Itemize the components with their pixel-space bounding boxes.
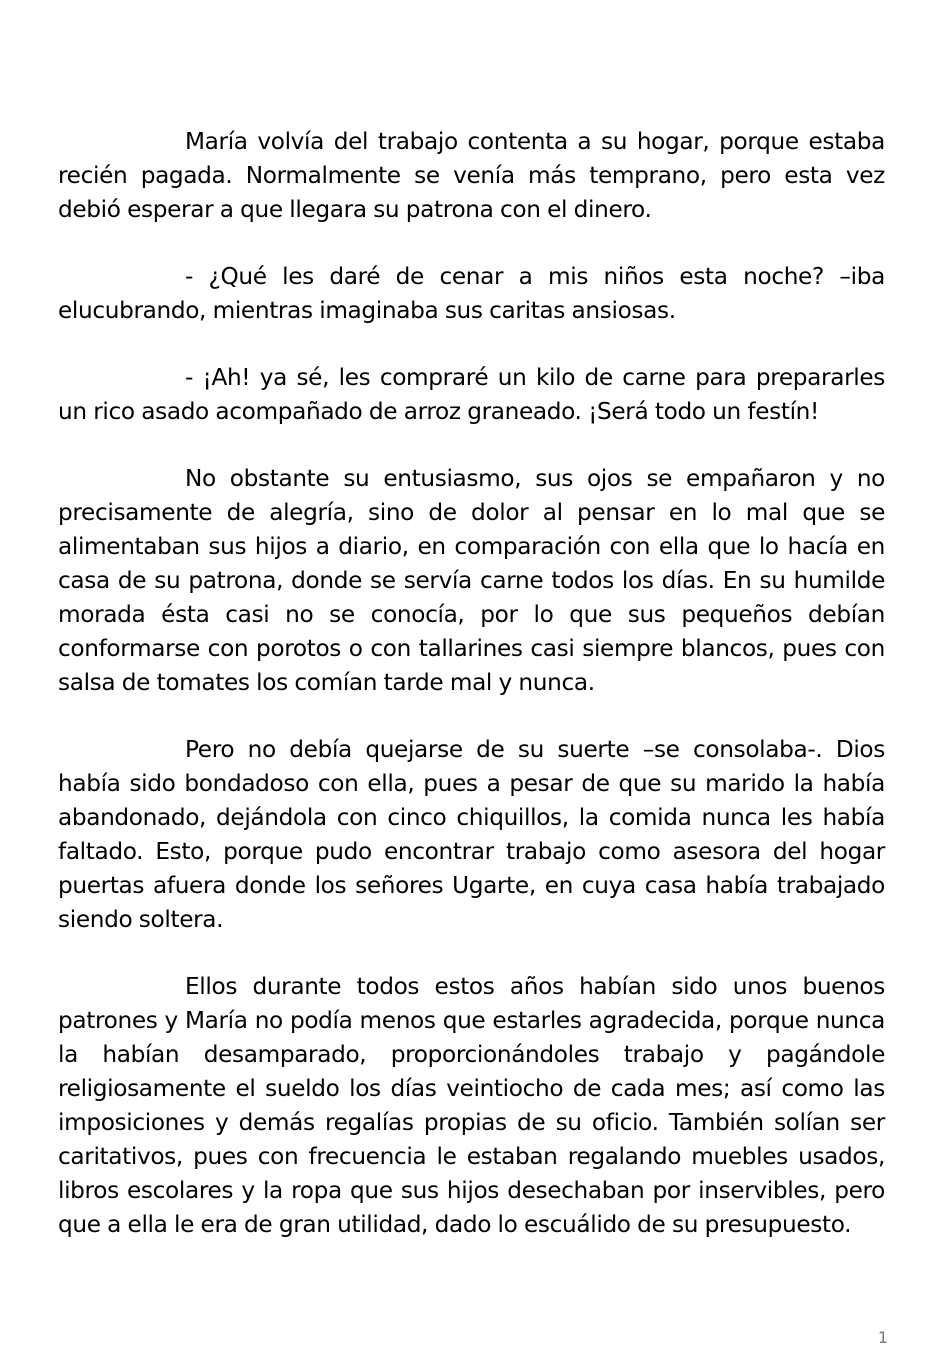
paragraph: Pero no debía quejarse de su suerte –se consolaba-. Dios había sido bondadoso con ella, pues a pesar de que su marido la había abandonado, dejándola con cinco chiquillos, la comida nunca les había faltado. Esto, porque pudo encontrar trabajo como asesora del hogar puertas afuera donde los señores Ugarte, en cuya casa había trabajado siendo soltera. (58, 736, 885, 933)
page-number: 1 (877, 1328, 888, 1347)
paragraph: No obstante su entusiasmo, sus ojos se empañaron y no precisamente de alegría, sino de dolor al pensar en lo mal que se alimentaban sus hijos a diario, en comparación con ella que lo hacía en casa de su patrona, donde se servía carne todos los días. En su humilde morada ésta casi no se conocía, por lo que sus pequeños debían conformarse con porotos o con tallarines casi siempre blancos, pues con salsa de tomates los comían tarde mal y nunca. (58, 465, 885, 696)
paragraph: Ellos durante todos estos años habían sido unos buenos patrones y María no podía menos que estarles agradecida, porque nunca la habían desamparado, proporcionándoles trabajo y pagándole religiosamente el sueldo los días veintiocho de cada mes; así como las imposiciones y demás regalías propias de su oficio. También solían ser caritativos, pues con frecuencia le estaban regalando muebles usados, libros escolares y la ropa que sus hijos desechaban por inservibles, pero que a ella le era de gran utilidad, dado lo escuálido de su presupuesto. (58, 973, 885, 1238)
paragraph: - ¿Qué les daré de cenar a mis niños esta noche? –iba elucubrando, mientras imaginaba sus caritas ansiosas. (58, 263, 885, 324)
paragraph: - ¡Ah! ya sé, les compraré un kilo de carne para prepararles un rico asado acompañado de arroz graneado. ¡Será todo un festín! (58, 364, 885, 425)
paragraph: María volvía del trabajo contenta a su hogar, porque estaba recién pagada. Normalmente se venía más temprano, pero esta vez debió esperar a que llegara su patrona con el dinero. (58, 128, 885, 223)
document-body (58, 125, 885, 1275)
